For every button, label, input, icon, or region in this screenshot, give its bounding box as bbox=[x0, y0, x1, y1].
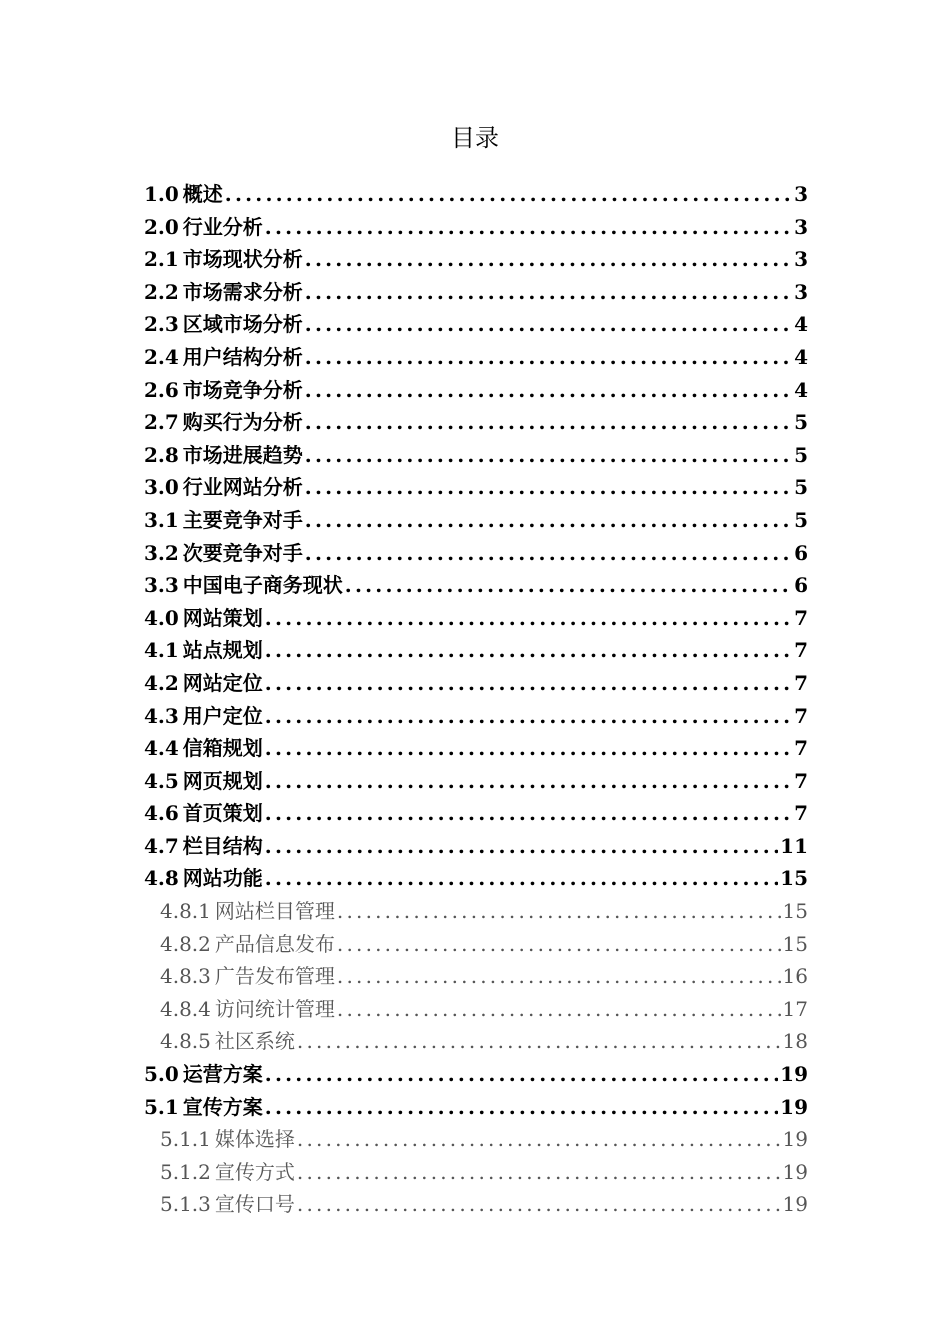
dot-leader bbox=[265, 602, 792, 635]
toc-entry-number: 2.0 bbox=[144, 214, 179, 239]
dot-leader bbox=[265, 211, 792, 244]
toc-entry-page-number: 3 bbox=[794, 182, 808, 206]
dot-leader bbox=[337, 928, 781, 961]
toc-entry-page-number: 18 bbox=[782, 1029, 808, 1054]
dot-leader bbox=[265, 667, 792, 700]
toc-entry-number: 4.8.2 bbox=[160, 931, 211, 956]
toc-entry-number: 4.8.3 bbox=[160, 964, 211, 989]
toc-entry[interactable] bbox=[144, 374, 808, 407]
toc-entry[interactable] bbox=[144, 1123, 808, 1156]
toc-entry-number: 4.4 bbox=[144, 736, 179, 761]
toc-entry[interactable] bbox=[144, 341, 808, 374]
dot-leader bbox=[265, 1058, 778, 1091]
toc-entry-page-number: 3 bbox=[794, 279, 808, 304]
toc-entry-title: 中国电子商务现状 bbox=[182, 573, 343, 598]
toc-entry[interactable] bbox=[144, 1058, 808, 1091]
toc-entry[interactable] bbox=[144, 667, 808, 700]
toc-entry-page-number: 19 bbox=[782, 1192, 808, 1217]
toc-entry-title: 用户定位 bbox=[182, 703, 263, 728]
toc-entry-number: 4.8.1 bbox=[160, 899, 211, 924]
toc-entry-page-number: 7 bbox=[794, 670, 808, 695]
dot-leader bbox=[345, 569, 792, 602]
toc-entry-page-number: 7 bbox=[794, 801, 808, 826]
toc-entry-page-number: 19 bbox=[780, 1094, 808, 1119]
dot-leader bbox=[305, 243, 792, 276]
toc-entry[interactable] bbox=[144, 862, 808, 895]
toc-entry-title: 宣传方案 bbox=[182, 1094, 263, 1119]
toc-entry-number: 2.3 bbox=[144, 312, 179, 337]
dot-leader bbox=[265, 700, 792, 733]
toc-entry-page-number: 5 bbox=[794, 442, 808, 467]
toc-entry[interactable] bbox=[144, 537, 808, 570]
toc-entry-title: 行业分析 bbox=[182, 214, 263, 239]
toc-entry[interactable] bbox=[144, 504, 808, 537]
toc-entry[interactable] bbox=[144, 1025, 808, 1058]
toc-entry-number: 3.2 bbox=[144, 540, 179, 565]
toc-entry-title: 站点规划 bbox=[182, 638, 263, 663]
dot-leader bbox=[305, 537, 792, 570]
toc-entry-title: 访问统计管理 bbox=[214, 996, 335, 1021]
toc-entry-number: 4.8.4 bbox=[160, 996, 211, 1021]
page-title: 目录 bbox=[451, 124, 499, 152]
toc-entry[interactable] bbox=[144, 211, 808, 244]
toc-entry-page-number: 4 bbox=[794, 377, 808, 402]
dot-leader bbox=[265, 634, 792, 667]
toc-entry[interactable] bbox=[144, 602, 808, 635]
dot-leader bbox=[265, 830, 778, 863]
toc-entry-number: 3.3 bbox=[144, 573, 179, 598]
toc-entry-number: 4.3 bbox=[144, 703, 179, 728]
dot-leader bbox=[265, 765, 792, 798]
toc-entry-number: 5.1.2 bbox=[160, 1159, 211, 1184]
toc-entry-number: 2.7 bbox=[144, 410, 179, 435]
toc-entry-title: 概述 bbox=[182, 182, 223, 206]
toc-entry[interactable] bbox=[144, 471, 808, 504]
toc-entry[interactable] bbox=[144, 308, 808, 341]
dot-leader bbox=[305, 471, 792, 504]
toc-entry-title: 首页策划 bbox=[182, 801, 263, 826]
toc-entry-title: 网站策划 bbox=[182, 605, 263, 630]
toc-entry[interactable] bbox=[144, 243, 808, 276]
toc-entry-title: 网站定位 bbox=[182, 670, 263, 695]
toc-entry-page-number: 16 bbox=[782, 964, 808, 989]
toc-entry-page-number: 3 bbox=[794, 247, 808, 272]
table-of-contents bbox=[144, 178, 808, 1221]
toc-entry[interactable] bbox=[144, 700, 808, 733]
dot-leader bbox=[305, 374, 792, 407]
toc-entry-page-number: 19 bbox=[780, 1062, 808, 1087]
toc-entry-title: 信箱规划 bbox=[182, 736, 263, 761]
toc-entry-page-number: 7 bbox=[794, 736, 808, 761]
toc-entry-title: 产品信息发布 bbox=[214, 931, 335, 956]
toc-entry[interactable] bbox=[144, 634, 808, 667]
toc-entry[interactable] bbox=[144, 569, 808, 602]
toc-entry-title: 媒体选择 bbox=[214, 1127, 295, 1152]
toc-entry[interactable] bbox=[144, 1091, 808, 1124]
dot-leader bbox=[305, 504, 792, 537]
toc-entry-number: 2.2 bbox=[144, 279, 179, 304]
toc-entry[interactable] bbox=[144, 928, 808, 961]
toc-entry-title: 市场进展趋势 bbox=[182, 442, 303, 467]
toc-entry[interactable] bbox=[144, 960, 808, 993]
toc-entry-number: 2.1 bbox=[144, 247, 179, 272]
toc-entry-number: 4.2 bbox=[144, 670, 179, 695]
toc-entry-number: 4.0 bbox=[144, 605, 179, 630]
toc-entry-page-number: 19 bbox=[782, 1159, 808, 1184]
toc-entry-page-number: 15 bbox=[780, 866, 808, 891]
toc-entry-number: 3.0 bbox=[144, 475, 179, 500]
toc-entry-title: 市场现状分析 bbox=[182, 247, 303, 272]
dot-leader bbox=[305, 406, 792, 439]
toc-entry-title: 市场竞争分析 bbox=[182, 377, 303, 402]
toc-entry-page-number: 5 bbox=[794, 507, 808, 532]
toc-entry-page-number: 15 bbox=[782, 931, 808, 956]
toc-entry-number: 1.0 bbox=[144, 182, 179, 206]
toc-entry-page-number: 6 bbox=[794, 573, 808, 598]
toc-entry-number: 4.1 bbox=[144, 638, 179, 663]
dot-leader bbox=[265, 1091, 778, 1124]
toc-entry-title: 广告发布管理 bbox=[214, 964, 335, 989]
dot-leader bbox=[265, 732, 792, 765]
toc-entry-number: 5.1.3 bbox=[160, 1192, 211, 1217]
toc-entry-number: 2.6 bbox=[144, 377, 179, 402]
toc-entry-title: 购买行为分析 bbox=[182, 410, 303, 435]
dot-leader bbox=[225, 178, 792, 211]
toc-entry-number: 4.8 bbox=[144, 866, 179, 891]
dot-leader bbox=[305, 341, 792, 374]
toc-entry-number: 2.8 bbox=[144, 442, 179, 467]
toc-entry-title: 栏目结构 bbox=[182, 833, 263, 858]
dot-leader bbox=[265, 862, 778, 895]
toc-entry-title: 运营方案 bbox=[182, 1062, 263, 1087]
toc-entry-title: 宣传方式 bbox=[214, 1159, 295, 1184]
toc-entry-page-number: 19 bbox=[782, 1127, 808, 1152]
toc-entry-page-number: 11 bbox=[780, 833, 808, 858]
toc-entry-number: 4.8.5 bbox=[160, 1029, 211, 1054]
toc-entry-title: 区域市场分析 bbox=[182, 312, 303, 337]
toc-entry-number: 2.4 bbox=[144, 344, 179, 369]
toc-entry-title: 主要竞争对手 bbox=[182, 507, 303, 532]
dot-leader bbox=[305, 439, 792, 472]
toc-entry-page-number: 6 bbox=[794, 540, 808, 565]
toc-entry-number: 3.1 bbox=[144, 507, 179, 532]
toc-entry[interactable] bbox=[144, 439, 808, 472]
toc-entry-number: 5.1 bbox=[144, 1094, 179, 1119]
toc-entry-page-number: 4 bbox=[794, 312, 808, 337]
toc-entry-title: 次要竞争对手 bbox=[182, 540, 303, 565]
toc-entry[interactable] bbox=[144, 765, 808, 798]
toc-entry-page-number: 7 bbox=[794, 768, 808, 793]
toc-entry-page-number: 5 bbox=[794, 410, 808, 435]
toc-entry-title: 用户结构分析 bbox=[182, 344, 303, 369]
dot-leader bbox=[297, 1025, 781, 1058]
dot-leader bbox=[305, 276, 792, 309]
toc-entry[interactable] bbox=[144, 830, 808, 863]
toc-entry-number: 4.7 bbox=[144, 833, 179, 858]
dot-leader bbox=[305, 308, 792, 341]
toc-entry-title: 市场需求分析 bbox=[182, 279, 303, 304]
toc-entry-title: 行业网站分析 bbox=[182, 475, 303, 500]
toc-entry[interactable] bbox=[144, 1188, 808, 1221]
toc-entry-number: 5.1.1 bbox=[160, 1127, 211, 1152]
toc-entry-title: 宣传口号 bbox=[214, 1192, 295, 1217]
dot-leader bbox=[265, 797, 792, 830]
toc-entry-page-number: 7 bbox=[794, 605, 808, 630]
toc-entry-number: 4.5 bbox=[144, 768, 179, 793]
dot-leader bbox=[337, 895, 781, 928]
toc-entry-page-number: 7 bbox=[794, 703, 808, 728]
toc-entry[interactable] bbox=[144, 732, 808, 765]
toc-entry-number: 4.6 bbox=[144, 801, 179, 826]
dot-leader bbox=[337, 960, 781, 993]
dot-leader bbox=[297, 1188, 781, 1221]
dot-leader bbox=[337, 993, 781, 1026]
toc-entry-page-number: 4 bbox=[794, 344, 808, 369]
toc-entry-title: 网站栏目管理 bbox=[214, 899, 335, 924]
toc-entry-title: 网页规划 bbox=[182, 768, 263, 793]
toc-entry-title: 社区系统 bbox=[214, 1029, 295, 1054]
toc-entry[interactable] bbox=[144, 895, 808, 928]
dot-leader bbox=[297, 1123, 781, 1156]
toc-entry[interactable] bbox=[144, 178, 808, 211]
toc-entry-number: 5.0 bbox=[144, 1062, 179, 1087]
toc-entry[interactable] bbox=[144, 1156, 808, 1189]
toc-entry[interactable] bbox=[144, 406, 808, 439]
toc-entry-page-number: 5 bbox=[794, 475, 808, 500]
toc-entry-page-number: 17 bbox=[782, 996, 808, 1021]
toc-entry-title: 网站功能 bbox=[182, 866, 263, 891]
toc-entry[interactable] bbox=[144, 276, 808, 309]
toc-entry-page-number: 7 bbox=[794, 638, 808, 663]
toc-entry[interactable] bbox=[144, 993, 808, 1026]
toc-entry-page-number: 3 bbox=[794, 214, 808, 239]
toc-entry[interactable] bbox=[144, 797, 808, 830]
dot-leader bbox=[297, 1156, 781, 1189]
toc-entry-page-number: 15 bbox=[782, 899, 808, 924]
